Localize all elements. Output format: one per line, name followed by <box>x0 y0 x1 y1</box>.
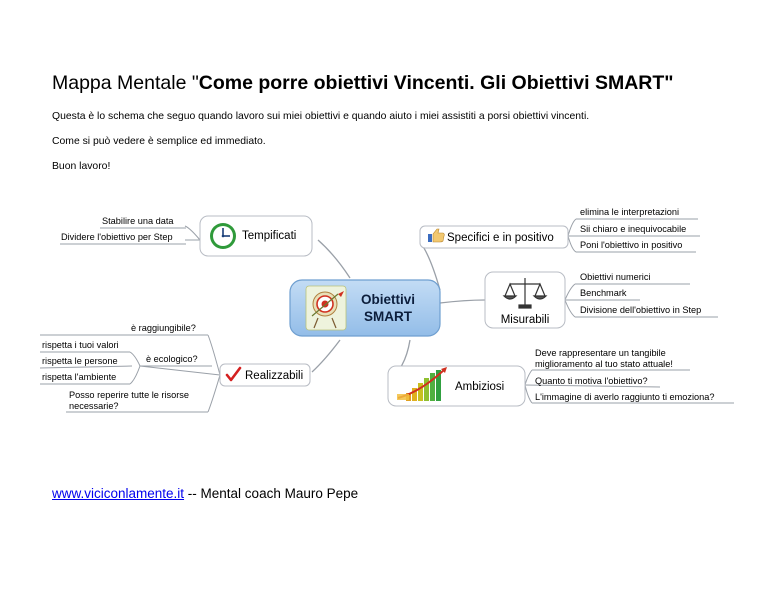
target-icon <box>306 286 346 330</box>
title-bold: Come porre obiettivi Vincenti. Gli Obiettivi SMART" <box>198 72 674 94</box>
misurabili-item-3: Divisione dell'obiettivo in Step <box>580 305 702 315</box>
ambiziosi-item-2: Quanto ti motiva l'obiettivo? <box>535 376 648 386</box>
center-label-line1: Obiettivi <box>360 292 416 307</box>
intro-line2: Come si può vedere è semplice ed immediato. <box>52 136 266 147</box>
node-specifici[interactable] <box>420 226 568 248</box>
realizzabili-ecologico: è ecologico? <box>146 354 198 364</box>
footer <box>52 486 358 501</box>
node-realizzabili[interactable] <box>220 364 310 386</box>
specifici-item-1: elimina le interpretazioni <box>580 207 680 217</box>
node-tempificati[interactable] <box>200 216 312 256</box>
footer-text: -- Mental coach Mauro Pepe <box>184 486 359 501</box>
tempificati-label: Tempificati <box>242 230 297 242</box>
eco-item-2: rispetta le persone <box>42 356 118 366</box>
realizzabili-label: Realizzabili <box>245 370 304 382</box>
misurabili-label: Misurabili <box>500 314 550 326</box>
website-link[interactable]: www.viciconlamente.it <box>52 486 185 501</box>
misurabili-item-2: Benchmark <box>580 288 627 298</box>
node-ambiziosi[interactable] <box>388 366 525 406</box>
ambiziosi-item-1-line2: miglioramento al tuo stato attuale! <box>535 359 673 369</box>
realizzabili-risorse-line2: necessarie? <box>69 401 119 411</box>
ambiziosi-item-1-line1: Deve rappresentare un tangibile <box>535 348 666 358</box>
specifici-item-2: Sii chiaro e inequivocabile <box>580 224 687 234</box>
realizzabili-risorse-line1: Posso reperire tutte le risorse <box>69 390 189 400</box>
ambiziosi-item-3: L'immagine di averlo raggiunto ti emoziona? <box>535 392 715 402</box>
tempificati-item-2: Dividere l'obiettivo per Step <box>61 232 173 242</box>
tempificati-item-1: Stabilire una data <box>102 216 174 226</box>
misurabili-item-1: Obiettivi numerici <box>580 272 651 282</box>
center-node[interactable] <box>290 280 440 336</box>
center-label-line2: SMART <box>364 309 412 324</box>
intro-text: Questa è lo schema che seguo quando lavoro sui miei obiettivi e quando aiuto i miei assistiti a porsi obiettivi vincenti. <box>52 111 590 122</box>
intro-line3: Buon lavoro! <box>52 161 111 172</box>
eco-item-1: rispetta i tuoi valori <box>42 340 119 350</box>
node-misurabili[interactable] <box>485 272 565 328</box>
title-prefix: Mappa Mentale " <box>52 72 199 94</box>
specifici-label: Specifici e in positivo <box>447 232 554 244</box>
eco-item-3: rispetta l'ambiente <box>42 372 117 382</box>
specifici-item-3: Poni l'obiettivo in positivo <box>580 240 683 250</box>
realizzabili-raggiungibile: è raggiungibile? <box>131 323 196 333</box>
ambiziosi-label: Ambiziosi <box>455 381 505 393</box>
clock-icon <box>210 223 236 249</box>
